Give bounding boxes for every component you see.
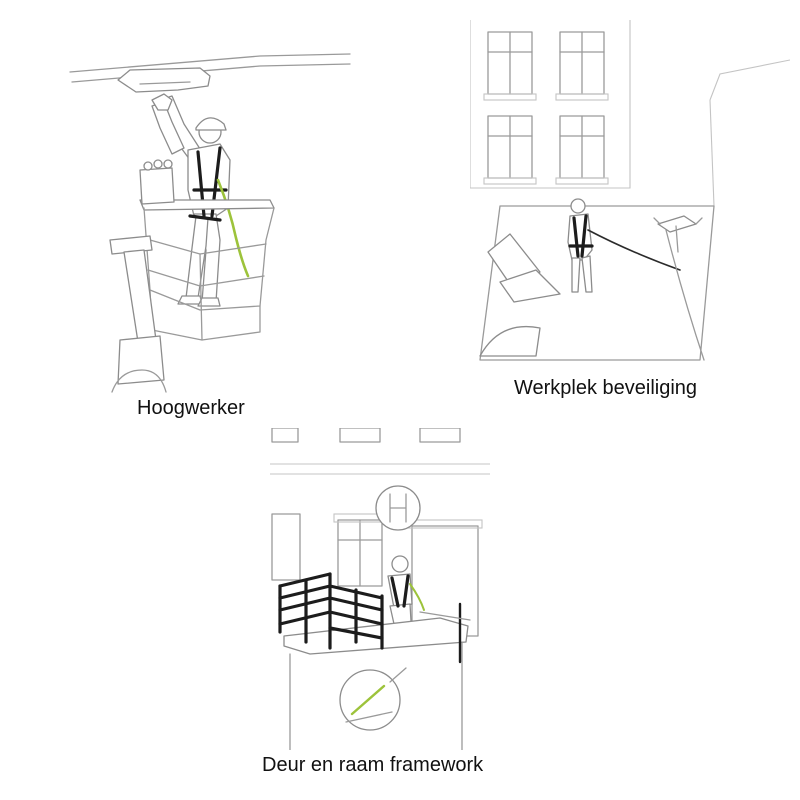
rooftop-anchor-illustration bbox=[470, 20, 790, 370]
window-bottom-right bbox=[556, 116, 608, 184]
lanyard-line bbox=[218, 180, 248, 276]
balcony-door-frame-illustration bbox=[270, 428, 490, 750]
rooftop-panel bbox=[470, 20, 790, 370]
balcony-panel bbox=[270, 428, 490, 750]
roof-anchor-icon bbox=[654, 216, 702, 252]
caption-hoogwerker: Hoogwerker bbox=[137, 397, 245, 419]
aerial-lift-illustration bbox=[60, 40, 360, 400]
caption-werkplek-beveiliging: Werkplek beveiliging bbox=[514, 377, 698, 399]
caption-deur-en-raam-framewerk: Deur en raam framework bbox=[262, 754, 484, 776]
aerial-lift-panel bbox=[60, 40, 360, 400]
window-top-right bbox=[556, 32, 608, 100]
lifeline-rope bbox=[588, 230, 680, 270]
window-bottom-left bbox=[484, 116, 536, 184]
window-top-left bbox=[484, 32, 536, 100]
